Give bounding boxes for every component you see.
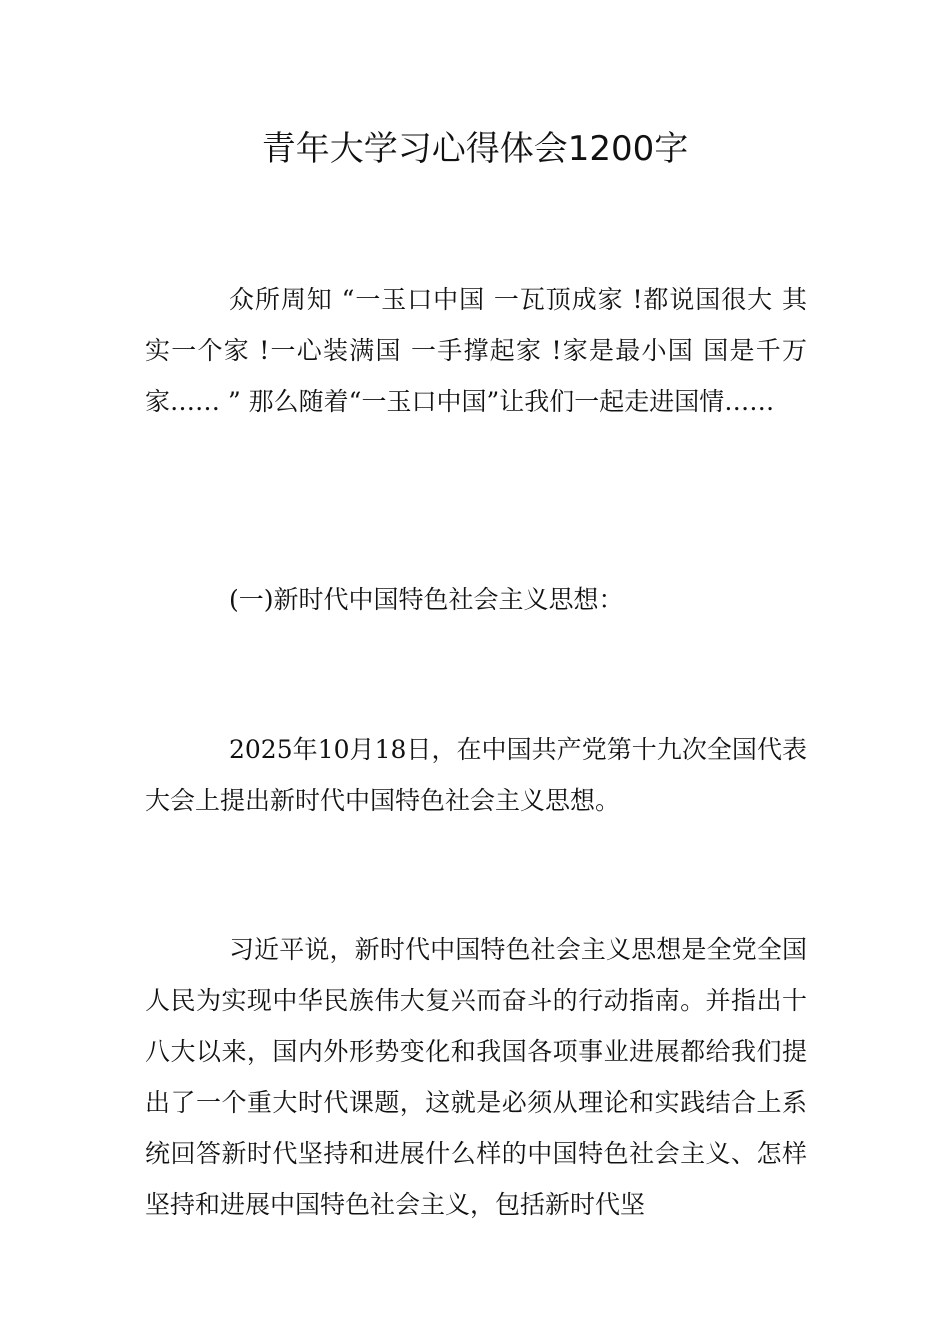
paragraph-date: 2025年10月18日，在中国共产党第十九次全国代表大会上提出新时代中国特色社会主义思想。 <box>145 735 807 815</box>
section-heading: (一)新时代中国特色社会主义思想： <box>229 585 624 614</box>
paragraph-body: 习近平说，新时代中国特色社会主义思想是全党全国人民为实现中华民族伟大复兴而奋斗的行动指南。并指出十八大以来，国内外形势变化和我国各项事业进展都给我们提出了一个重大时代课题，这就是必须从理论和实践结合上系统回答新时代坚持和进展什么样的中国特色社会主义、怎样坚持和进展中国特色社会主义，包括新时代坚 <box>145 935 807 1219</box>
paragraph-intro: 众所周知 “一玉口中国 一瓦顶成家 !都说国很大 其实一个家 !一心装满国 一手撑起家 !家是最小国 国是千万家…… ” 那么随着“一玉口中国”让我们一起走进国情…… <box>145 285 807 416</box>
document-title: 青年大学习心得体会1200字 <box>261 129 689 169</box>
